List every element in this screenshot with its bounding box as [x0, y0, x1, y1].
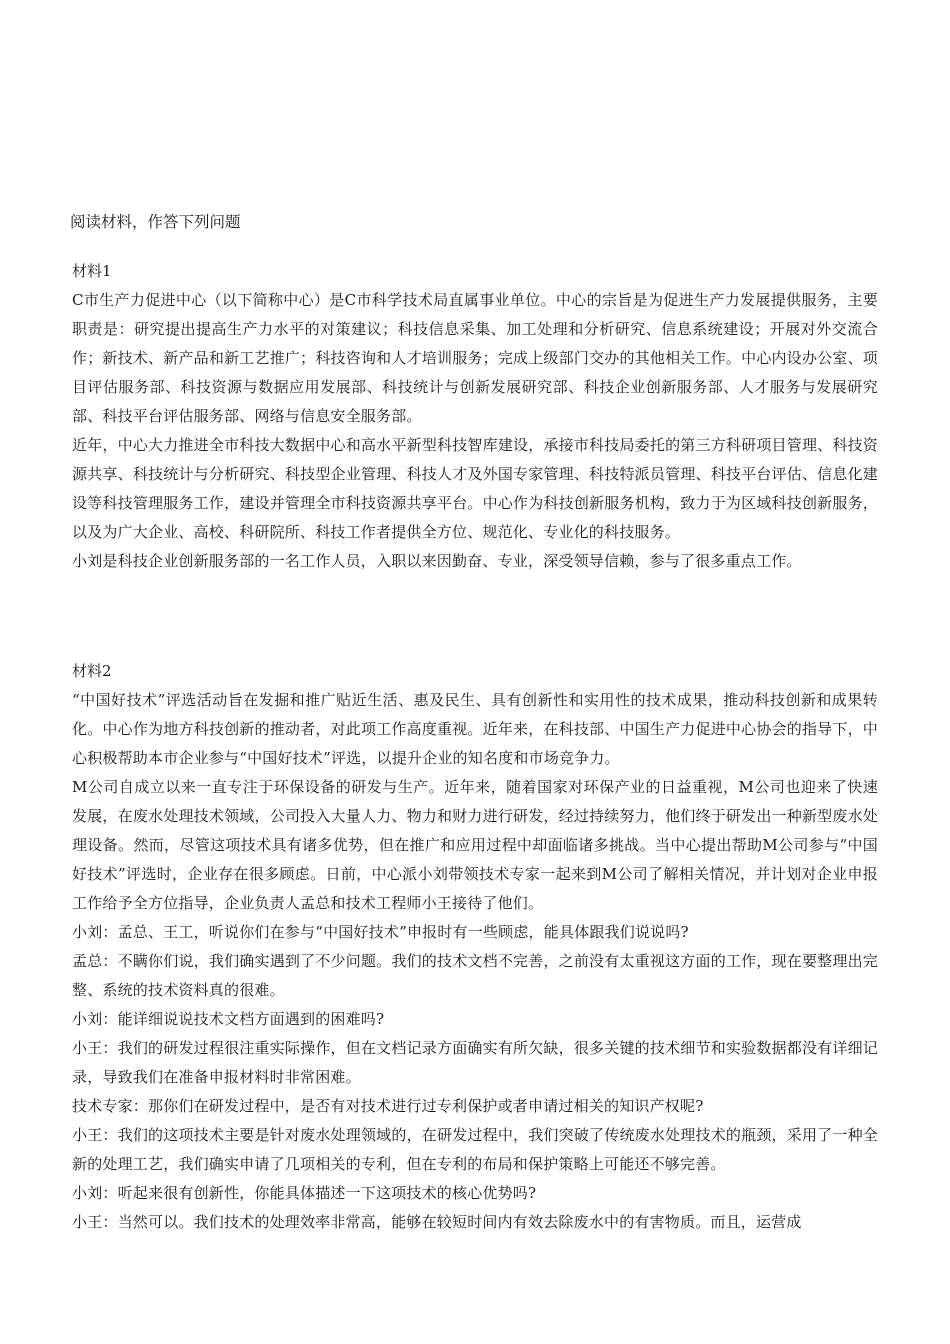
- dialogue-line: 技术专家：那你们在研发过程中，是否有对技术进行过专利保护或者申请过相关的知识产权呢?: [72, 1097, 704, 1115]
- instruction-text: 阅读材料，作答下列问题: [70, 213, 241, 231]
- dialogue-line: 孟总：不瞒你们说，我们确实遇到了不少问题。我们的技术文档不完善，之前没有太重视这方面的工作，现在要整理出完整、系统的技术资料真的很难。: [72, 952, 878, 999]
- material-2-paragraph: “中国好技术”评选活动旨在发掘和推广贴近生活、惠及民生、具有创新性和实用性的技术成果，推动科技创新和成果转化。中心作为地方科技创新的推动者，对此项工作高度重视。近年来，在科技部、中国生产力促进中心协会的指导下，中心积极帮助本市企业参与“中国好技术”评选，以提升企业的知名度和市场竞争力。: [72, 691, 878, 767]
- material-1-paragraph: 小刘是科技企业创新服务部的一名工作人员，入职以来因勤奋、专业，深受领导信赖，参与了很多重点工作。: [72, 552, 802, 570]
- material-1-section: [72, 258, 878, 576]
- dialogue-line: 小刘：孟总、王工，听说你们在参与“中国好技术”申报时有一些顾虑，能具体跟我们说说吗?: [72, 923, 689, 941]
- dialogue-line: 小王：我们的这项技术主要是针对废水处理领域的，在研发过程中，我们突破了传统废水处理技术的瓶颈，采用了一种全新的处理工艺，我们确实申请了几项相关的专利，但在专利的布局和保护策略上可能还不够完善。: [72, 1126, 878, 1173]
- material-2-paragraph: M公司自成立以来一直专注于环保设备的研发与生产。近年来，随着国家对环保产业的日益重视，M公司也迎来了快速发展，在废水处理技术领域，公司投入大量人力、物力和财力进行研发，经过持续努力，他们终于研发出一种新型废水处理设备。然而，尽管这项技术具有诸多优势，但在推广和应用过程中却面临诸多挑战。当中心提出帮助M公司参与“中国好技术”评选时，企业存在很多顾虑。日前，中心派小刘带领技术专家一起来到M公司了解相关情况，并计划对企业申报工作给予全方位指导，企业负责人孟总和技术工程师小王接待了他们。: [72, 778, 878, 912]
- material-2-section: [72, 658, 878, 1237]
- material-1-paragraph: 近年，中心大力推进全市科技大数据中心和高水平新型科技智库建设，承接市科技局委托的第三方科研项目管理、科技资源共享、科技统计与分析研究、科技型企业管理、科技人才及外国专家管理、科技特派员管理、科技平台评估、信息化建设等科技管理服务工作，建设并管理全市科技资源共享平台。中心作为科技创新服务机构，致力于为区域科技创新服务，以及为广大企业、高校、科研院所、科技工作者提供全方位、规范化、专业化的科技服务。: [72, 436, 878, 541]
- dialogue-line: 小刘：听起来很有创新性，你能具体描述一下这项技术的核心优势吗?: [72, 1184, 537, 1202]
- dialogue-line: 小刘：能详细说说技术文档方面遇到的困难吗?: [72, 1010, 385, 1028]
- dialogue-line: 小王：当然可以。我们技术的处理效率非常高，能够在较短时间内有效去除废水中的有害物质。而且，运营成: [72, 1213, 802, 1231]
- material-2-label: 材料2: [72, 662, 112, 680]
- material-1-label: 材料1: [72, 262, 112, 280]
- dialogue-line: 小王：我们的研发过程很注重实际操作，但在文档记录方面确实有所欠缺，很多关键的技术细节和实验数据都没有详细记录，导致我们在准备申报材料时非常困难。: [72, 1039, 878, 1086]
- material-1-paragraph: C市生产力促进中心（以下简称中心）是C市科学技术局直属事业单位。中心的宗旨是为促进生产力发展提供服务，主要职责是：研究提出提高生产力水平的对策建议；科技信息采集、加工处理和分析研究、信息系统建设；开展对外交流合作；新技术、新产品和新工艺推广；科技咨询和人才培训服务；完成上级部门交办的其他相关工作。中心内设办公室、项目评估服务部、科技资源与数据应用发展部、科技统计与创新发展研究部、科技企业创新服务部、人才服务与发展研究部、科技平台评估服务部、网络与信息安全服务部。: [72, 291, 878, 425]
